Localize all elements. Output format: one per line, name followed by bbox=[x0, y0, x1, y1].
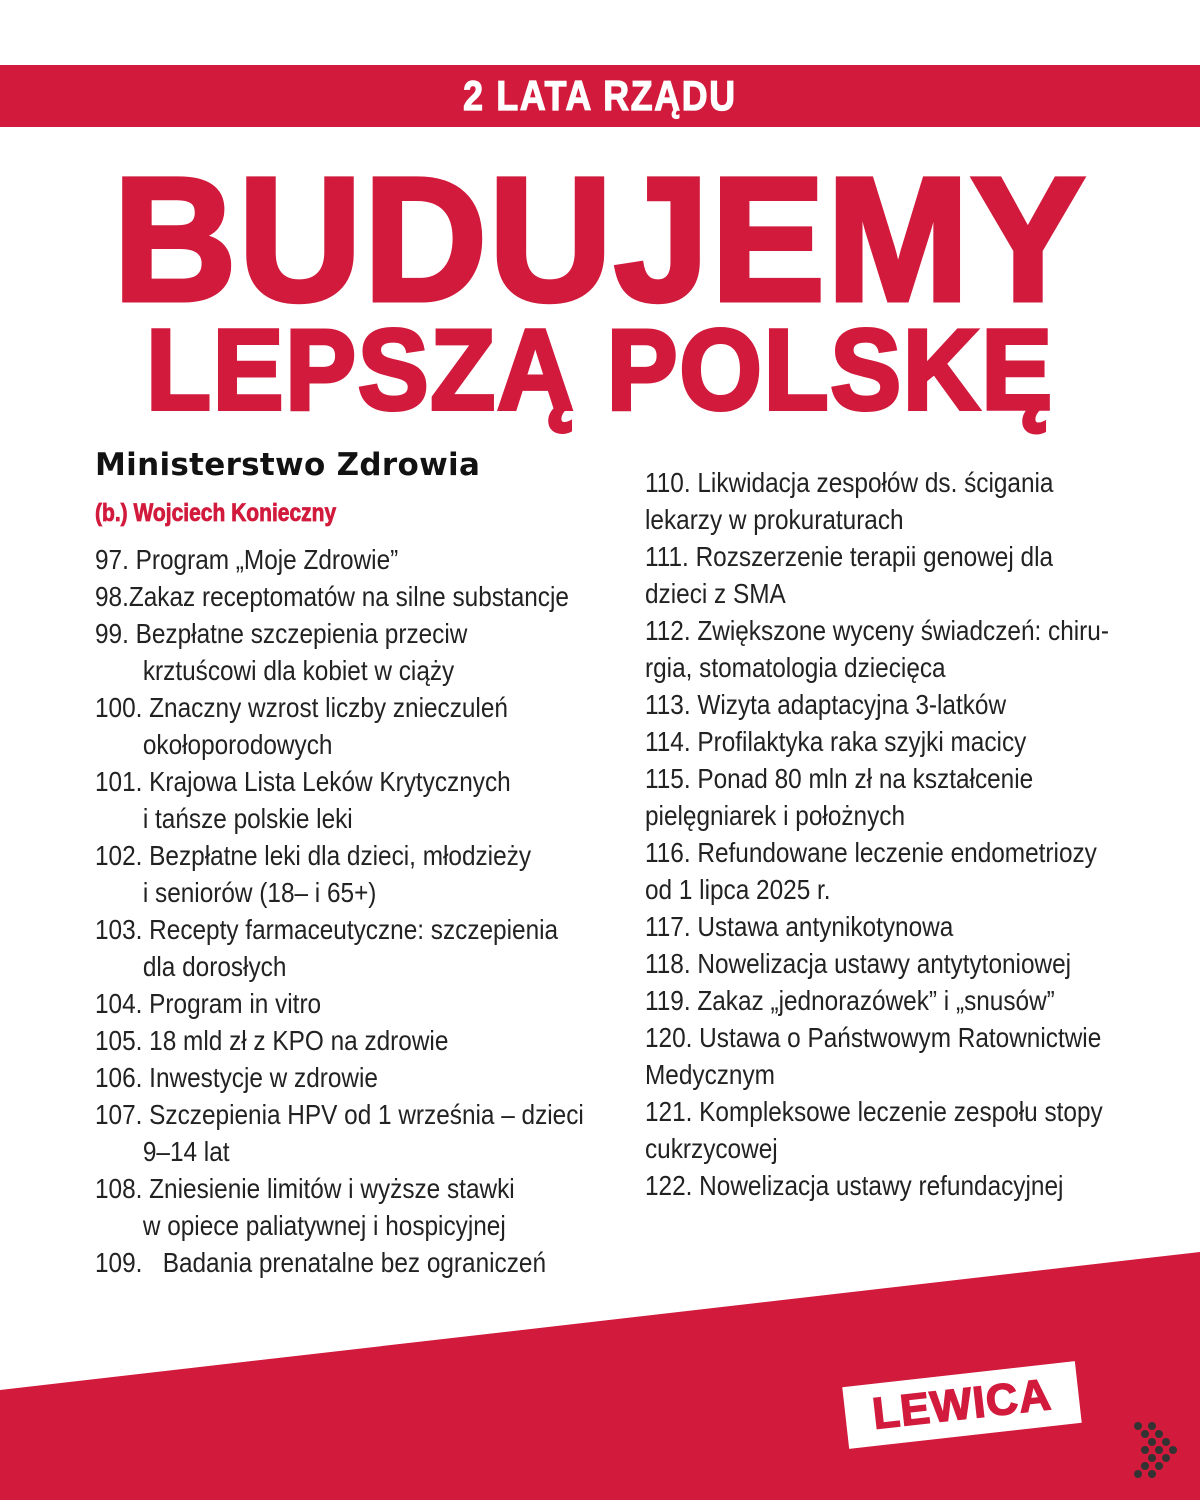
list-line: 112. Zwiększone wyceny świadczeń: chiru- bbox=[645, 615, 1109, 646]
list-line: 114. Profilaktyka raka szyjki macicy bbox=[645, 726, 1027, 757]
list-item bbox=[645, 686, 1125, 723]
list-line: 113. Wizyta adaptacyjna 3-latków bbox=[645, 689, 1007, 720]
list-line: 107. Szczepienia HPV od 1 września – dzieci bbox=[95, 1099, 584, 1130]
list-item bbox=[645, 612, 1125, 686]
list-line: 115. Ponad 80 mln zł na kształcenie bbox=[645, 763, 1034, 794]
list-item bbox=[95, 1096, 615, 1170]
list-line: 117. Ustawa antynikotynowa bbox=[645, 911, 954, 942]
list-item bbox=[95, 763, 615, 837]
list-line: 105. 18 mld zł z KPO na zdrowie bbox=[95, 1025, 449, 1056]
list-line: 109. Badania prenatalne bez ograniczeń bbox=[95, 1247, 546, 1278]
list-item bbox=[645, 1019, 1125, 1093]
list-line: 101. Krajowa Lista Leków Krytycznych bbox=[95, 766, 511, 797]
list-line: 99. Bezpłatne szczepienia przeciw bbox=[95, 618, 468, 649]
banner-label: 2 LATA RZĄDU bbox=[463, 72, 737, 119]
list-item bbox=[95, 1244, 615, 1281]
list-line: 9–14 lat bbox=[142, 1136, 230, 1167]
list-line: 122. Nowelizacja ustawy refundacyjnej bbox=[645, 1170, 1064, 1201]
list-line: 98.Zakaz receptomatów na silne substancje bbox=[95, 581, 569, 612]
list-line: w opiece paliatywnej i hospicyjnej bbox=[142, 1210, 506, 1241]
list-line: dla dorosłych bbox=[142, 951, 287, 982]
list-line: i tańsze polskie leki bbox=[142, 803, 353, 834]
list-line: 103. Recepty farmaceutyczne: szczepienia bbox=[95, 914, 559, 945]
list-item bbox=[645, 908, 1125, 945]
list-item bbox=[645, 834, 1125, 908]
list-item bbox=[95, 541, 615, 578]
list-line: 100. Znaczny wzrost liczby znieczuleń bbox=[95, 692, 508, 723]
achievements-list-right bbox=[645, 464, 1125, 1204]
list-line: 111. Rozszerzenie terapii genowej dla bbox=[645, 541, 1054, 572]
list-line: 106. Inwestycje w zdrowie bbox=[95, 1062, 378, 1093]
list-item bbox=[645, 723, 1125, 760]
list-line: krztuścowi dla kobiet w ciąży bbox=[142, 655, 455, 686]
list-line: 119. Zakaz „jednorazówek” i „snusów” bbox=[645, 985, 1055, 1016]
list-line: Medycznym bbox=[645, 1059, 775, 1090]
list-line: pielęgniarek i położnych bbox=[645, 800, 906, 831]
list-item bbox=[645, 760, 1125, 834]
headline-line2: LEPSZĄ POLSKĘ bbox=[146, 307, 1054, 434]
minister-name: (b.) Wojciech Konieczny bbox=[95, 499, 337, 527]
list-item bbox=[95, 837, 615, 911]
list-item bbox=[645, 464, 1125, 538]
list-line: i seniorów (18– i 65+) bbox=[142, 877, 377, 908]
list-line: 104. Program in vitro bbox=[95, 988, 322, 1019]
list-line: lekarzy w prokuraturach bbox=[645, 504, 904, 535]
list-item bbox=[645, 982, 1125, 1019]
list-item bbox=[645, 1167, 1125, 1204]
list-line: okołoporodowych bbox=[142, 729, 333, 760]
list-item bbox=[95, 615, 615, 689]
list-line: 102. Bezpłatne leki dla dzieci, młodzieży bbox=[95, 840, 532, 871]
lewica-logo-label: LEWICA bbox=[870, 1370, 1054, 1439]
list-item bbox=[645, 538, 1125, 612]
list-item bbox=[95, 1059, 615, 1096]
list-item bbox=[95, 578, 615, 615]
list-line: rgia, stomatologia dziecięca bbox=[645, 652, 946, 683]
list-line: 120. Ustawa o Państwowym Ratownictwie bbox=[645, 1022, 1102, 1053]
list-line: cukrzycowej bbox=[645, 1133, 778, 1164]
dotted-arrow-icon bbox=[1128, 1420, 1180, 1482]
list-line: 118. Nowelizacja ustawy antytytoniowej bbox=[645, 948, 1072, 979]
list-line: od 1 lipca 2025 r. bbox=[645, 874, 831, 905]
headline-line1: BUDUJEMY bbox=[113, 142, 1087, 338]
list-item bbox=[95, 911, 615, 985]
top-banner bbox=[0, 65, 1200, 127]
list-item bbox=[95, 1022, 615, 1059]
list-item bbox=[95, 689, 615, 763]
ministry-title: Ministerstwo Zdrowia bbox=[95, 447, 481, 483]
list-line: 110. Likwidacja zespołów ds. ścigania bbox=[645, 467, 1054, 498]
list-item bbox=[645, 945, 1125, 982]
list-item bbox=[95, 1170, 615, 1244]
achievements-list-left bbox=[95, 541, 615, 1281]
list-line: 116. Refundowane leczenie endometriozy bbox=[645, 837, 1097, 868]
list-line: dzieci z SMA bbox=[645, 578, 786, 609]
list-item bbox=[95, 985, 615, 1022]
list-line: 121. Kompleksowe leczenie zespołu stopy bbox=[645, 1096, 1103, 1127]
list-line: 97. Program „Moje Zdrowie” bbox=[95, 544, 399, 575]
list-line: 108. Zniesienie limitów i wyższe stawki bbox=[95, 1173, 515, 1204]
list-item bbox=[645, 1093, 1125, 1167]
